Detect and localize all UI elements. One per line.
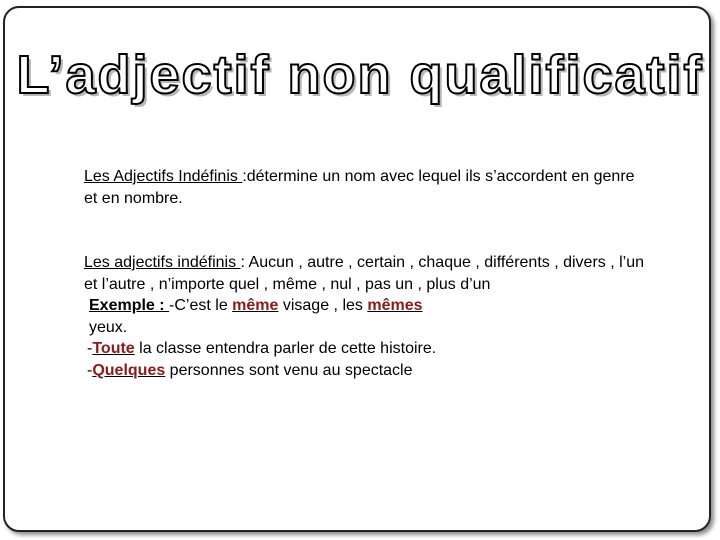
example-1-highlight-1: même (232, 297, 279, 314)
definition-term: Les Adjectifs Indéfinis (84, 168, 243, 185)
example-line-1 (84, 295, 644, 317)
example-3-prefix: - (87, 361, 93, 379)
definition-text: :détermine un nom avec lequel ils s’accordent en genre et en nombre. (84, 168, 635, 207)
list-paragraph (84, 252, 644, 295)
slide-title: L’adjectif non qualificatif (16, 45, 704, 105)
example-label: Exemple : (89, 297, 170, 314)
example-2-highlight: Toute (92, 340, 135, 357)
example-3-text: personnes sont venu au spectacle (165, 361, 413, 379)
example-line-2 (84, 338, 644, 360)
list-term: Les adjectifs indéfinis (84, 254, 241, 271)
list-text: : Aucun , autre , certain , chaque , différents , divers , l’un et l’autre , n’importe quel , même , nul , pas un , plus d’un (84, 254, 645, 293)
example-line-1-cont: yeux. (89, 318, 128, 336)
example-2-text: la classe entendra parler de cette histoire. (134, 340, 437, 357)
example-1-highlight-2: mêmes (367, 297, 423, 314)
slide-body (84, 166, 644, 381)
example-1-middle: visage , les (278, 297, 368, 314)
definition-paragraph (84, 166, 644, 209)
example-3-highlight: Quelques (92, 361, 166, 379)
example-1-prefix: -C’est le (169, 297, 233, 314)
example-2-prefix: - (87, 340, 93, 357)
example-line-3 (84, 360, 644, 382)
